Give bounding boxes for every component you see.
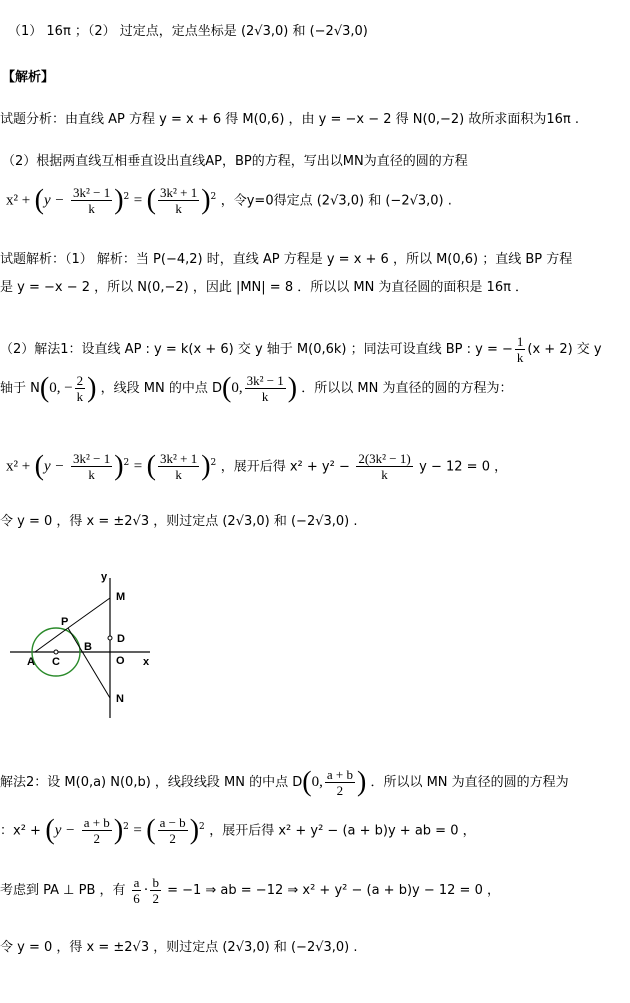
eq-x2: x² +: [6, 192, 31, 209]
fraction-k1c: [71, 451, 112, 482]
m2-c-end: = −1 ⇒ ab = −12 ⇒ x² + y² − (a + b)y − 12 = 0 ，: [167, 883, 500, 898]
frac-num: b: [152, 875, 159, 890]
fraction-inv-k: [515, 334, 526, 365]
paren-open: (: [39, 372, 50, 404]
fraction-k2b: [158, 451, 199, 482]
midpoint-text: ，线段 MN 的中点 D: [100, 381, 222, 396]
method1-line-b: [0, 366, 512, 410]
fraction-k1b: [245, 373, 286, 404]
equals: =: [133, 822, 142, 839]
equals: =: [133, 458, 143, 475]
geometry-diagram: [10, 568, 170, 720]
label-n: N: [116, 693, 124, 705]
frac-num: a + b: [326, 767, 353, 782]
frac-num: 2: [76, 373, 84, 388]
frac-den: k: [88, 467, 95, 483]
paren-close: ): [113, 814, 124, 846]
solution-1b: [0, 278, 528, 298]
frac-num: 1: [516, 334, 524, 349]
segment-pn: [68, 628, 110, 698]
method1-a-text: （2）解法1：设直线 AP : y = k(x + 6) 交 y 轴于 M(0,6k) ；同法可设直线 BP : y = −: [0, 342, 513, 357]
fraction-exp-coef: [356, 451, 412, 482]
point-c: [54, 650, 58, 654]
label-y: y: [101, 571, 108, 583]
method2-a-text: 解法2：设 M(0,a) N(0,b) ，线段线段 MN 的中点 D: [0, 775, 303, 790]
label-b: B: [84, 641, 92, 653]
frac-num: 3k² − 1: [246, 373, 284, 388]
jiexi-header-text: 【解析】: [2, 70, 55, 85]
fixed-point-1-text: 令 y = 0 ，得 x = ±2√3 ，则过定点 (2√3,0) 和 (−2√3,0) .: [0, 514, 358, 529]
method2-a-end: ．所以以 MN 为直径的圆的方程为: [370, 775, 569, 790]
method2-line-a: [0, 760, 569, 804]
fixed-point-2: [0, 938, 358, 958]
d-coords: 0,: [231, 380, 243, 396]
paren-open: (: [34, 450, 44, 482]
frac-den: 2: [169, 831, 176, 847]
fraction-b2: [150, 875, 161, 906]
jiexi-header: [2, 68, 54, 88]
fraction-ab-half-2: [82, 815, 112, 846]
exp: 2: [210, 458, 217, 468]
paren-close: ): [87, 372, 97, 404]
frac-den: k: [381, 467, 388, 483]
exp: 2: [123, 458, 130, 468]
fraction-ab-half: [325, 767, 355, 798]
frac-den: 6: [133, 891, 140, 906]
fraction-two-k: [75, 373, 86, 404]
frac-num: 3k² − 1: [72, 451, 111, 467]
part2-intro-text: （2）根据两直线互相垂直设出直线AP，BP的方程，写出以MN为直径的圆的方程: [2, 154, 468, 169]
label-c: C: [52, 656, 60, 668]
circle-intro-text: ．所以以 MN 为直径的圆的方程为：: [301, 381, 513, 396]
fraction-amb-half: [158, 815, 188, 846]
paren-open: (: [45, 814, 55, 846]
label-d: D: [117, 633, 125, 645]
analysis-text: 试题分析：由直线 AP 方程 y = x + 6 得 M(0,6) ，由 y = −x − 2 得 N(0,−2) 故所求面积为16π .: [0, 112, 579, 127]
m2-b-end: ，展开后得 x² + y² − (a + b)y + ab = 0 ，: [209, 823, 476, 839]
analysis-line: [0, 110, 579, 130]
expand-end-text: y − 12 = 0 ，: [419, 459, 508, 475]
eq-x2: x² +: [6, 458, 31, 475]
paren-open: (: [146, 450, 156, 482]
frac-den: k: [261, 389, 269, 404]
solution-1b-text: 是 y = −x − 2 ，所以 N(0,−2) ，因此 |MN| = 8 ．所以以 MN 为直径圆的面积是 16π ．: [0, 280, 529, 295]
label-o: O: [116, 655, 125, 667]
label-p: P: [61, 616, 69, 628]
answer-line: [8, 22, 368, 42]
n-coords: 0, −: [49, 380, 73, 396]
answer-text: （1） 16π ；（2） 过定点，定点坐标是 (2√3,0) 和 (−2√3,0): [8, 24, 368, 39]
segment-ap: [35, 628, 68, 652]
segment-pm: [68, 598, 110, 628]
frac-den: k: [175, 467, 182, 483]
frac-num: 3k² − 1: [72, 185, 111, 201]
paren-close: ): [201, 184, 211, 216]
frac-num: a − b: [159, 815, 186, 831]
frac-den: 2: [336, 783, 344, 798]
paren-open: (: [34, 184, 44, 216]
exp: 2: [210, 192, 217, 202]
circle-equation-2: [6, 438, 507, 488]
m2-b-pre: ：x² +: [0, 823, 41, 839]
fraction-k2: [158, 185, 199, 216]
paren-open: (: [221, 372, 232, 404]
paren-close: ): [114, 450, 124, 482]
axis-n-text: 轴于 N: [0, 381, 40, 396]
paren-close: ): [189, 814, 200, 846]
paren-open: (: [146, 184, 156, 216]
expand-text: ，展开后得 x² + y² −: [220, 459, 350, 475]
eq-y-minus: y −: [44, 192, 65, 209]
method1-line-a: [0, 330, 602, 370]
frac-den: 2: [152, 891, 159, 906]
label-a: A: [27, 656, 35, 668]
exp: 2: [123, 822, 129, 832]
frac-den: k: [175, 201, 182, 217]
label-m: M: [116, 591, 126, 603]
exp: 2: [199, 822, 205, 832]
fixed-point-text: ，令y=0得定点 (2√3,0) 和 (−2√3,0) .: [220, 193, 452, 209]
circle-equation-1: [6, 172, 452, 222]
frac-num: 3k² + 1: [159, 185, 198, 201]
fixed-point-2-text: 令 y = 0 ，得 x = ±2√3 ，则过定点 (2√3,0) 和 (−2√3,0) .: [0, 940, 358, 955]
paren-close: ): [114, 184, 124, 216]
solution-1a: [0, 250, 572, 270]
circle-equation-3: [0, 804, 476, 850]
fixed-point-1: [0, 512, 358, 532]
paren-close: ): [287, 372, 298, 404]
eq-y-minus: y −: [44, 458, 65, 475]
method2-line-c: [0, 868, 500, 912]
paren-close: ): [201, 450, 211, 482]
frac-num: a: [133, 875, 140, 890]
label-x: x: [143, 656, 150, 668]
frac-num: 2(3k² − 1): [358, 451, 411, 467]
frac-num: a + b: [83, 815, 110, 831]
frac-num: 3k² + 1: [159, 451, 198, 467]
frac-den: k: [76, 389, 84, 404]
d-coords: 0,: [311, 774, 323, 790]
frac-den: 2: [93, 831, 100, 847]
m2-c-text: 考虑到 PA ⊥ PB ，有: [0, 883, 126, 898]
equals: =: [133, 192, 143, 209]
part2-intro: [2, 152, 468, 172]
point-d: [108, 636, 112, 640]
solution-1a-text: 试题解析：（1） 解析：当 P(−4,2) 时，直线 AP 方程是 y = x + 6 ，所以 M(0,6) ；直线 BP 方程: [0, 252, 573, 267]
frac-den: k: [516, 350, 524, 365]
x-plus-2: (x + 2) 交 y: [527, 342, 602, 357]
paren-close: ): [356, 766, 367, 798]
fraction-k1: [71, 185, 112, 216]
eq-y-minus: y −: [54, 822, 76, 839]
fraction-a6: [132, 875, 142, 906]
frac-den: k: [88, 201, 95, 217]
exp: 2: [123, 192, 130, 202]
paren-open: (: [302, 766, 312, 798]
paren-open: (: [146, 814, 156, 846]
dot: ·: [143, 882, 149, 898]
